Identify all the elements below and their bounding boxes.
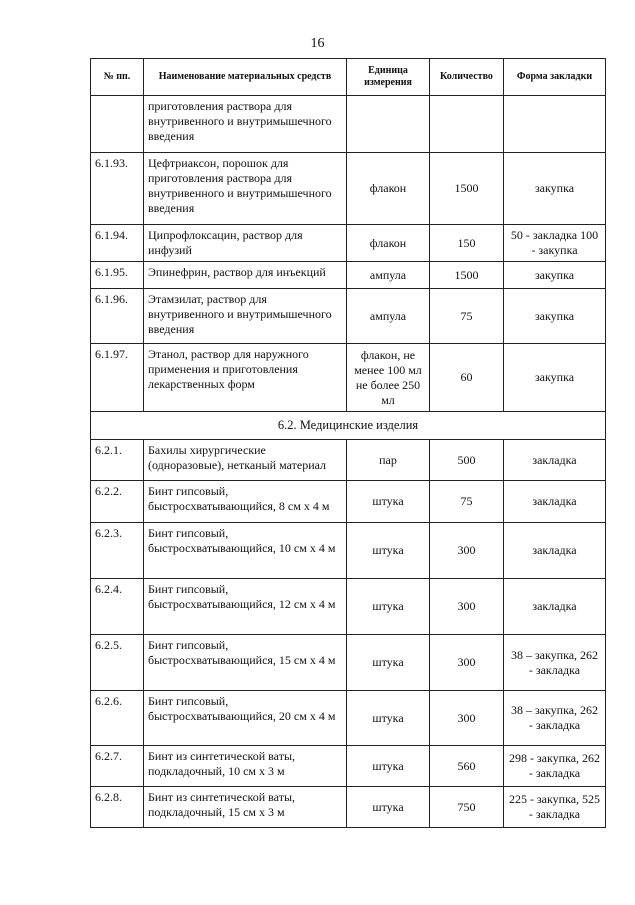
cell-qty: 500 [430,440,504,481]
header-qty: Количество [430,59,504,96]
header-form: Форма закладки [504,59,606,96]
cell-form [504,96,606,153]
cell-num: 6.1.96. [91,289,144,344]
cell-name: приготовления раствора для внутривенного и внутримышечного введения [144,96,347,153]
table-row [91,635,606,691]
table-header [91,59,606,96]
table-row [91,523,606,579]
table-row [91,96,606,153]
cell-unit: штука [347,579,430,635]
cell-num: 6.2.6. [91,691,144,746]
cell-form: 298 - закупка, 262 - закладка [504,746,606,787]
cell-form: закладка [504,579,606,635]
cell-num: 6.2.4. [91,579,144,635]
cell-qty: 300 [430,691,504,746]
cell-form: 38 – закупка, 262 - закладка [504,691,606,746]
cell-name: Бинт гипсовый, быстросхватывающийся, 20 см х 4 м [144,691,347,746]
table-row [91,691,606,746]
cell-form: 38 – закупка, 262 - закладка [504,635,606,691]
cell-unit: пар [347,440,430,481]
cell-unit: флакон [347,225,430,262]
cell-num [91,96,144,153]
cell-name: Бинт гипсовый, быстросхватывающийся, 8 см х 4 м [144,481,347,523]
cell-unit: флакон, не менее 100 мл не более 250 мл [347,344,430,412]
cell-qty: 1500 [430,153,504,225]
cell-form: закупка [504,289,606,344]
page-number: 16 [310,36,325,51]
section-row [91,412,606,440]
cell-name: Бинт из синтетической ваты, подкладочный, 15 см х 3 м [144,787,347,828]
cell-num: 6.2.2. [91,481,144,523]
cell-form: закладка [504,523,606,579]
cell-qty [430,96,504,153]
materials-table [90,58,606,828]
cell-form: закупка [504,344,606,412]
table-row [91,153,606,225]
cell-name: Этанол, раствор для наружного применения и приготовления лекарственных форм [144,344,347,412]
cell-qty: 750 [430,787,504,828]
cell-unit: ампула [347,289,430,344]
table-row [91,579,606,635]
cell-unit: ампула [347,262,430,289]
cell-num: 6.2.3. [91,523,144,579]
table-row [91,440,606,481]
cell-unit: штука [347,523,430,579]
cell-name: Бинт гипсовый, быстросхватывающийся, 15 см х 4 м [144,635,347,691]
section-title: 6.2. Медицинские изделия [91,412,606,440]
cell-num: 6.2.8. [91,787,144,828]
table-row [91,344,606,412]
cell-name: Бинт гипсовый, быстросхватывающийся, 12 см х 4 м [144,579,347,635]
cell-form: 50 - закладка 100 - закупка [504,225,606,262]
table-row [91,262,606,289]
cell-qty: 60 [430,344,504,412]
cell-form: 225 - закупка, 525 - закладка [504,787,606,828]
cell-num: 6.2.5. [91,635,144,691]
cell-qty: 75 [430,289,504,344]
cell-name: Бахилы хирургические (одноразовые), нетканый материал [144,440,347,481]
table-row [91,481,606,523]
cell-qty: 560 [430,746,504,787]
cell-unit [347,96,430,153]
cell-unit: штука [347,746,430,787]
header-name: Наименование материальных средств [144,59,347,96]
table-row [91,746,606,787]
cell-form: закладка [504,440,606,481]
header-num: № пп. [91,59,144,96]
cell-num: 6.2.7. [91,746,144,787]
cell-num: 6.1.95. [91,262,144,289]
cell-name: Этамзилат, раствор для внутривенного и внутримышечного введения [144,289,347,344]
cell-num: 6.1.94. [91,225,144,262]
table-row [91,787,606,828]
header-unit: Единица измерения [347,59,430,96]
cell-qty: 300 [430,523,504,579]
cell-qty: 1500 [430,262,504,289]
cell-qty: 150 [430,225,504,262]
cell-form: закупка [504,262,606,289]
cell-qty: 75 [430,481,504,523]
cell-form: закупка [504,153,606,225]
cell-form: закладка [504,481,606,523]
table-row [91,225,606,262]
cell-unit: штука [347,635,430,691]
table-row [91,289,606,344]
cell-name: Бинт из синтетической ваты, подкладочный, 10 см х 3 м [144,746,347,787]
cell-num: 6.1.97. [91,344,144,412]
cell-unit: штука [347,691,430,746]
cell-unit: штука [347,481,430,523]
cell-unit: штука [347,787,430,828]
cell-name: Ципрофлоксацин, раствор для инфузий [144,225,347,262]
cell-num: 6.2.1. [91,440,144,481]
cell-qty: 300 [430,635,504,691]
cell-num: 6.1.93. [91,153,144,225]
cell-name: Бинт гипсовый, быстросхватывающийся, 10 см х 4 м [144,523,347,579]
cell-name: Цефтриаксон, порошок для приготовления раствора для внутривенного и внутримышечного введения [144,153,347,225]
cell-qty: 300 [430,579,504,635]
cell-name: Эпинефрин, раствор для инъекций [144,262,347,289]
cell-unit: флакон [347,153,430,225]
